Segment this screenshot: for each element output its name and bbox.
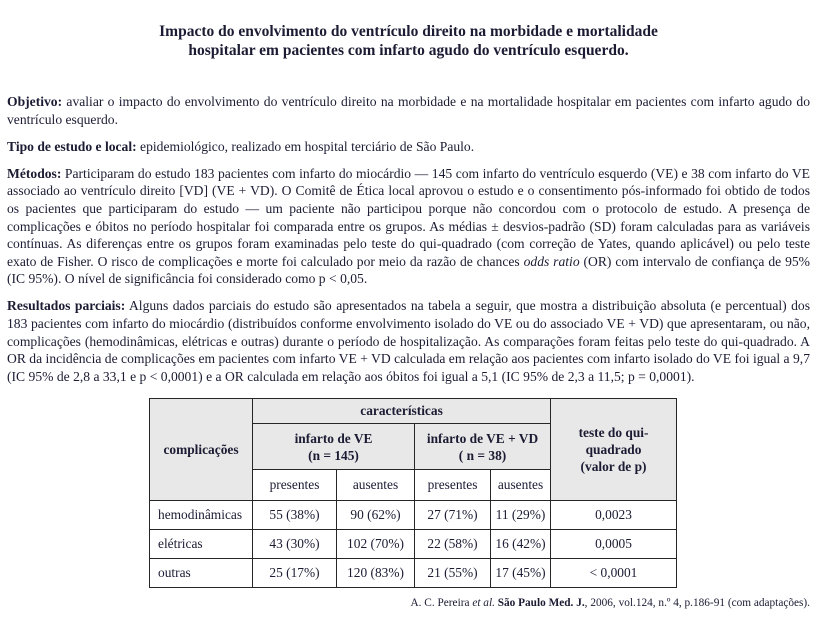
- paragraph-tipo-label: Tipo de estudo e local:: [7, 138, 137, 154]
- paragraph-metodos-italic-odds-ratio: odds ratio: [523, 253, 580, 269]
- cell-value: 27 (71%): [415, 501, 491, 530]
- subheader-ausentes-ve-vd: ausentes: [491, 470, 551, 501]
- title-line-1: Impacto do envolvimento do ventrículo direito na morbidade e mortalidade: [159, 23, 658, 40]
- paragraph-tipo-text: epidemiológico, realizado em hospital terciário de São Paulo.: [136, 138, 475, 154]
- cell-value: 22 (58%): [415, 530, 491, 559]
- results-table: [149, 398, 677, 588]
- paragraph-metodos-text-2: (OR) com intervalo de confiança de 95% (IC 95%). O nível de significância foi considerado como p < 0,05.: [7, 253, 810, 287]
- table-corner-cell-complicacoes: complicações: [150, 399, 253, 501]
- row-label: hemodinâmicas: [150, 501, 253, 530]
- cell-value: 102 (70%): [337, 530, 415, 559]
- citation-details: , 2006, vol.124, n.º 4, p.186-91 (com adaptações).: [584, 597, 810, 610]
- citation-authors: A. C. Pereira: [410, 597, 473, 610]
- chi-square-line-1: teste do qui-: [578, 425, 649, 441]
- citation-et-al: et al.: [472, 597, 498, 610]
- cell-p-value: 0,0023: [551, 501, 677, 530]
- group-ve-vd-n: ( n = 38): [458, 447, 507, 463]
- paragraph-objetivo-label: Objetivo:: [7, 94, 63, 109]
- row-label: outras: [150, 559, 253, 588]
- paragraph-objetivo-text: avaliar o impacto do envolvimento do ventrículo direito na morbidade e na mortalidade hospitalar em pacientes com infarto agudo do ventrículo esquerdo.: [7, 94, 810, 127]
- table-row-hemodinamicas: [150, 501, 677, 530]
- paragraph-metodos-label: Métodos:: [7, 165, 62, 181]
- subheader-presentes-ve-vd: presentes: [415, 470, 491, 501]
- citation-journal: São Paulo Med. J.: [497, 597, 585, 610]
- paragraph-metodos: [7, 165, 810, 288]
- paragraph-resultados-label: Resultados parciais:: [7, 298, 126, 314]
- cell-value: 25 (17%): [253, 559, 337, 588]
- table-row-outras: [150, 559, 677, 588]
- chi-square-line-2: quadrado: [585, 442, 642, 458]
- cell-value: 90 (62%): [337, 501, 415, 530]
- cell-value: 55 (38%): [253, 501, 337, 530]
- paragraph-tipo-de-estudo: [7, 138, 810, 156]
- subheader-presentes-ve: presentes: [253, 470, 337, 501]
- citation: [7, 597, 810, 609]
- paragraph-resultados-text: Alguns dados parciais do estudo são apresentados na tabela a seguir, que mostra a distribuição absoluta (e percentual) dos 183 pacientes com infarto do miocárdio (distribuídos conforme envolvimento isolado do VE ou do associado VE + VD) que apresentaram, ou não, complicações (hemodinâmicas, elétricas e outras) durante o período de hospitalização. As comparações foram feitas pelo teste do qui-quadrado. A OR da incidência de complicações em pacientes com infarto VE + VD calculada em relação aos pacientes com infarto isolado do VE foi igual a 9,7 (IC 95% de 2,8 a 33,1 e p < 0,0001) e a OR calculada em relação aos óbitos foi igual a 5,1 (IC 95% de 2,3 a 11,5; p = 0,0001).: [7, 298, 811, 384]
- paragraph-metodos-text-1: Participaram do estudo 183 pacientes com infarto do miocárdio — 145 com infarto do ventrículo esquerdo (VE) e 38 com infarto do VE associado ao ventrículo direito [VD] (VE + VD). O Comitê de Ética local aprovou o estudo e o consentimento pós-informado foi obtido de todos os pacientes que participaram do estudo — um paciente não participou porque não concordou com o protocolo de estudo. A presença de complicações e óbitos no período hospitalar foi comparada entre os grupos. As médias ± desvios-padrão (SD) foram calculadas para as variáveis contínuas. As diferenças entre os grupos foram examinadas pelo teste do qui-quadrado (com correção de Yates, quando aplicável) ou pelo teste exato de Fisher. O risco de complicações e morte foi calculado por meio da razão de chances: [7, 165, 810, 269]
- group-ve-n: (n = 145): [308, 447, 359, 463]
- cell-p-value: < 0,0001: [551, 559, 677, 588]
- paragraph-resultados: [7, 297, 810, 385]
- group-ve-name: infarto de VE: [294, 430, 373, 446]
- table-header-group-ve: [253, 424, 415, 470]
- table-header-group-ve-vd: [415, 424, 551, 470]
- subheader-ausentes-ve: ausentes: [337, 470, 415, 501]
- chi-square-line-3: (valor de p): [580, 459, 647, 475]
- cell-value: 11 (29%): [491, 501, 551, 530]
- document-title: [7, 22, 810, 60]
- table-header-row-caracteristicas: [150, 399, 677, 424]
- title-line-2: hospitalar em pacientes com infarto agudo do ventrículo esquerdo.: [188, 42, 629, 59]
- table-row-eletricas: [150, 530, 677, 559]
- row-label: elétricas: [150, 530, 253, 559]
- group-ve-vd-name: infarto de VE + VD: [426, 430, 539, 446]
- cell-value: 21 (55%): [415, 559, 491, 588]
- cell-p-value: 0,0005: [551, 530, 677, 559]
- paragraph-objetivo: [7, 93, 810, 128]
- cell-value: 16 (42%): [491, 530, 551, 559]
- cell-value: 43 (30%): [253, 530, 337, 559]
- cell-value: 17 (45%): [491, 559, 551, 588]
- table-header-chi-square: [551, 399, 677, 501]
- table-header-caracteristicas: características: [253, 399, 551, 424]
- cell-value: 120 (83%): [337, 559, 415, 588]
